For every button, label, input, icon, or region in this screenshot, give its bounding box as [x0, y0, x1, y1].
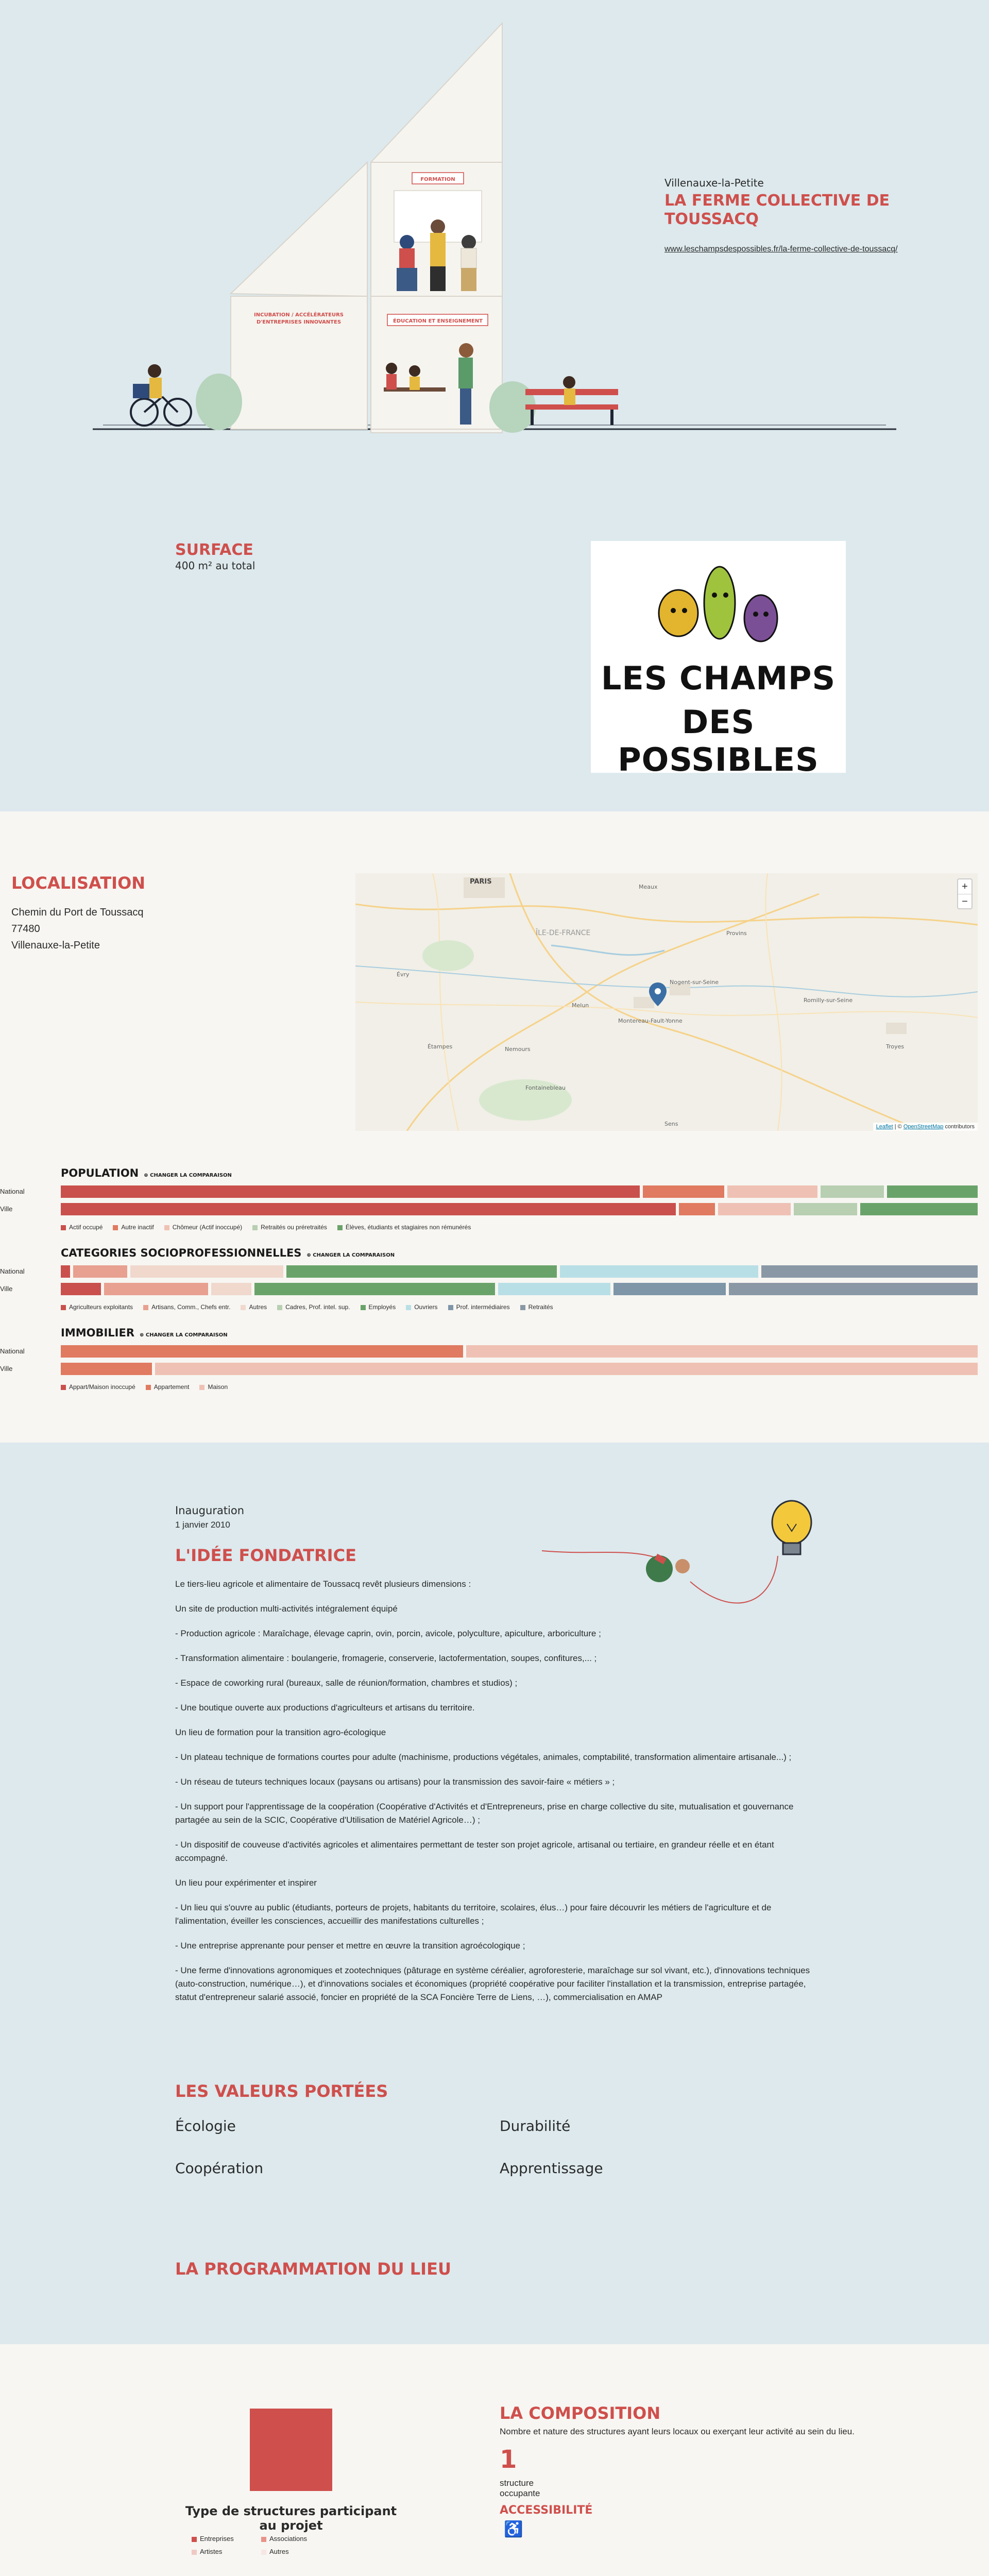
bar-segment — [761, 1265, 978, 1278]
idee-paragraph: - Un plateau technique de formations courtes pour adulte (machinisme, productions végétales, animales, comptabilité, transformation alimentaire artisanale...) ; — [175, 1752, 792, 1762]
csp-title: CATEGORIES SOCIOPROFESSIONNELLES ⊕ CHANGER LA COMPARAISON — [61, 1247, 395, 1259]
svg-text:Sens: Sens — [664, 1121, 678, 1127]
legend-associations: Associations — [261, 2535, 331, 2543]
attribution-sep: | © — [893, 1124, 903, 1130]
csp-stats — [0, 1247, 978, 1311]
map-attribution — [873, 1123, 978, 1131]
sign-education: ÉDUCATION ET ENSEIGNEMENT — [393, 318, 483, 324]
structures-title: Type de structures participant au projet — [185, 2504, 397, 2533]
valeurs-title: LES VALEURS PORTÉES — [175, 2081, 388, 2101]
bar-segment — [718, 1203, 790, 1215]
idee-paragraph: - Production agricole : Maraîchage, élevage caprin, ovin, porcin, avicole, polyculture, apiculture, arboriculture ; — [175, 1629, 601, 1638]
legend-swatch — [61, 1385, 66, 1390]
legend-item: Chômeur (Actif inoccupé) — [164, 1224, 242, 1231]
legend-item: Maison — [199, 1383, 228, 1391]
bar-segment — [155, 1363, 978, 1375]
logo-line-1: LES CHAMPS — [601, 659, 836, 697]
bar-segment — [61, 1345, 463, 1358]
composition-description: Nombre et nature des structures ayant leurs locaux ou exerçant leur activité au sein du lieu. — [500, 2427, 855, 2436]
population-compare-button[interactable]: ⊕ CHANGER LA COMPARAISON — [144, 1173, 232, 1178]
bar-segment — [61, 1265, 70, 1278]
legend-item: Autres — [241, 1303, 267, 1311]
svg-text:Melun: Melun — [572, 1002, 589, 1009]
legend-item: Employés — [361, 1303, 396, 1311]
bar-segment — [254, 1283, 495, 1295]
csp-national-bar — [61, 1265, 978, 1278]
valeur-apprentissage: Apprentissage — [500, 2160, 603, 2177]
legend-item: Artisans, Comm., Chefs entr. — [143, 1303, 230, 1311]
population-title: POPULATION ⊕ CHANGER LA COMPARAISON — [61, 1167, 232, 1179]
immobilier-legend — [61, 1383, 228, 1391]
sign-incubation: INCUBATION / ACCÉLÉRATEURS — [254, 312, 344, 318]
legend-item: Cadres, Prof. intel. sup. — [277, 1303, 350, 1311]
accessibility-title: ACCESSIBILITÉ — [500, 2504, 593, 2517]
logo-characters-icon — [591, 541, 846, 654]
svg-text:Nogent-sur-Seine: Nogent-sur-Seine — [670, 979, 719, 986]
bar-segment — [729, 1283, 978, 1295]
bar-segment — [73, 1265, 127, 1278]
immobilier-local-row: Ville — [0, 1363, 978, 1375]
population-local-row: Ville — [0, 1203, 978, 1215]
attribution-rest: contributors — [943, 1124, 975, 1130]
bar-segment — [130, 1265, 284, 1278]
legend-swatch — [337, 1225, 343, 1230]
svg-text:Fontainebleau: Fontainebleau — [525, 1084, 566, 1091]
legend-item: Autre inactif — [113, 1224, 154, 1231]
structure-chart-bar — [250, 2409, 332, 2491]
legend-item: Appartement — [146, 1383, 190, 1391]
immobilier-local-bar — [61, 1363, 978, 1375]
address-postcode: 77480 — [11, 923, 40, 935]
bar-segment — [560, 1265, 758, 1278]
population-local-bar — [61, 1203, 978, 1215]
bar-segment — [679, 1203, 715, 1215]
legend-item: Prof. intermédiaires — [448, 1303, 510, 1311]
legend-swatch — [241, 1305, 246, 1310]
map-label-paris: PARIS — [470, 878, 492, 886]
address-city: Villenauxe-la-Petite — [11, 940, 100, 951]
idee-paragraph: - Espace de coworking rural (bureaux, salle de réunion/formation, chambres et studios) ; — [175, 1678, 518, 1688]
csp-national-row: National — [0, 1265, 978, 1278]
legend-swatch — [361, 1305, 366, 1310]
idee-paragraph: - Une ferme d'innovations agronomiques et zootechniques (pâturage en système céréalier, agroforesterie, maraîchage sur sol vivant, etc.), d'innovations techniques (auto-construction, numérique…), et d'innovations sociales et économiques (propriété coopérative pour faciliter l'installation et la transmission, entreprise partagée, statut d'entrepreneur salarié associé, foncier en propriété de la SCA Foncière Terre de Liens, …), commercialisation en AMAP — [175, 1965, 810, 2002]
bar-segment — [104, 1283, 208, 1295]
svg-text:Montereau-Fault-Yonne: Montereau-Fault-Yonne — [618, 1018, 683, 1024]
building-illustration — [0, 0, 989, 464]
svg-text:Évry: Évry — [397, 971, 410, 978]
idee-paragraph: Un lieu pour expérimenter et inspirer — [175, 1878, 317, 1888]
idee-paragraph: Un lieu de formation pour la transition agro-écologique — [175, 1727, 386, 1737]
valeur-cooperation: Coopération — [175, 2160, 264, 2177]
csp-local-bar — [61, 1283, 978, 1295]
legend-swatch — [261, 2550, 266, 2555]
legend-swatch — [192, 2550, 197, 2555]
structures-legend — [192, 2535, 331, 2555]
osm-link[interactable]: OpenStreetMap — [903, 1124, 944, 1130]
legend-swatch — [199, 1385, 204, 1390]
bar-segment — [887, 1185, 978, 1198]
bar-segment — [466, 1345, 978, 1358]
bar-segment — [61, 1203, 676, 1215]
population-national-row: National — [0, 1185, 978, 1198]
programmation-title: LA PROGRAMMATION DU LIEU — [175, 2259, 451, 2279]
immobilier-national-row: National — [0, 1345, 978, 1358]
surface-title: SURFACE — [175, 541, 253, 559]
address-street: Chemin du Port de Toussacq — [11, 907, 144, 918]
composition-count-label: structure occupante — [500, 2478, 540, 2498]
legend-swatch — [61, 1305, 66, 1310]
legend-swatch — [520, 1305, 525, 1310]
logo-les-champs-des-possibles — [591, 541, 846, 778]
immobilier-stats — [0, 1327, 978, 1391]
website-link[interactable]: www.leschampsdespossibles.fr/la-ferme-collective-de-toussacq/ — [664, 245, 898, 253]
bar-segment — [860, 1203, 978, 1215]
legend-swatch — [277, 1305, 282, 1310]
idee-body — [175, 1578, 814, 2015]
composition-section — [0, 2344, 989, 2576]
svg-text:Nemours: Nemours — [505, 1046, 531, 1053]
surface-value: 400 m² au total — [175, 560, 255, 572]
legend-artistes: Artistes — [192, 2548, 261, 2555]
svg-text:Troyes: Troyes — [886, 1043, 905, 1050]
idee-paragraph: - Une entreprise apprenante pour penser et mettre en œuvre la transition agroécologique ; — [175, 1941, 525, 1951]
legend-swatch — [448, 1305, 453, 1310]
immobilier-compare-button[interactable]: ⊕ CHANGER LA COMPARAISON — [140, 1332, 228, 1338]
svg-text:ÎLE-DE-FRANCE: ÎLE-DE-FRANCE — [536, 929, 591, 937]
localisation-section — [0, 811, 989, 1443]
bar-segment — [61, 1283, 101, 1295]
legend-swatch — [113, 1225, 118, 1230]
legend-item: Retraités ou préretraités — [252, 1224, 327, 1231]
svg-text:Étampes: Étampes — [428, 1043, 453, 1050]
legend-autres: Autres — [261, 2548, 331, 2555]
population-national-bar — [61, 1185, 978, 1198]
zoom-in-button[interactable]: + — [962, 881, 968, 892]
svg-text:Romilly-sur-Seine: Romilly-sur-Seine — [804, 997, 853, 1004]
idee-paragraph: Un site de production multi-activités intégralement équipé — [175, 1604, 398, 1614]
bar-segment — [613, 1283, 726, 1295]
immobilier-national-bar — [61, 1345, 978, 1358]
sign-formation: FORMATION — [420, 177, 455, 182]
csp-local-row: Ville — [0, 1283, 978, 1295]
legend-item: Appart/Maison inoccupé — [61, 1383, 135, 1391]
bar-segment — [821, 1185, 884, 1198]
zoom-out-button[interactable]: − — [958, 894, 971, 908]
bar-segment — [498, 1283, 610, 1295]
bar-segment — [727, 1185, 818, 1198]
population-legend — [61, 1224, 471, 1231]
hero-title: LA FERME COLLECTIVE DE TOUSSACQ — [664, 192, 890, 228]
composition-title: LA COMPOSITION — [500, 2403, 661, 2423]
idee-section — [0, 1443, 989, 2344]
legend-swatch — [252, 1225, 258, 1230]
legend-swatch — [143, 1305, 148, 1310]
legend-swatch — [164, 1225, 169, 1230]
legend-item: Élèves, étudiants et stagiaires non rémunérés — [337, 1224, 471, 1231]
idee-paragraph: - Une boutique ouverte aux productions d'agriculteurs et artisans du territoire. — [175, 1703, 475, 1713]
inauguration-label: Inauguration — [175, 1504, 245, 1517]
legend-item: Actif occupé — [61, 1224, 103, 1231]
idee-paragraph: - Un réseau de tuteurs techniques locaux (paysans ou artisans) pour la transmission des savoir-faire « métiers » ; — [175, 1777, 615, 1787]
legend-item: Agriculteurs exploitants — [61, 1303, 133, 1311]
logo-line-2: DES POSSIBLES — [618, 703, 819, 778]
hero-place: Villenauxe-la-Petite — [664, 177, 764, 189]
idee-paragraph: - Un support pour l'apprentissage de la coopération (Coopérative d'Activités et d'Entrepreneurs, prise en charge collective du site, mutualisation et gouvernance partagée au sein de la SCIC, Coopérative d'Utilisation de Matériel Agricole…) ; — [175, 1802, 794, 1825]
address — [11, 904, 143, 954]
idee-paragraph: - Transformation alimentaire : boulangerie, fromagerie, conserverie, lactofermentation, soupes, confitures,... ; — [175, 1653, 597, 1663]
legend-item: Retraités — [520, 1303, 553, 1311]
legend-swatch — [61, 1225, 66, 1230]
svg-text:Meaux: Meaux — [639, 884, 658, 890]
legend-swatch — [406, 1305, 411, 1310]
idee-paragraph: - Un lieu qui s'ouvre au public (étudiants, porteurs de projets, habitants du territoire, scolaires, élus…) pour faire découvrir les métiers de l'agriculture et de l'alimentation, éveiller les consciences, accueillir des manifestations culturelles ; — [175, 1903, 772, 1926]
csp-compare-button[interactable]: ⊕ CHANGER LA COMPARAISON — [306, 1252, 395, 1258]
immobilier-title: IMMOBILIER ⊕ CHANGER LA COMPARAISON — [61, 1327, 228, 1339]
bar-segment — [643, 1185, 724, 1198]
legend-entreprises: Entreprises — [192, 2535, 261, 2543]
valeur-durabilite: Durabilité — [500, 2117, 571, 2134]
bar-segment — [61, 1363, 152, 1375]
legend-swatch — [192, 2537, 197, 2542]
bar-segment — [61, 1185, 640, 1198]
map-zoom-control — [957, 878, 973, 909]
idee-paragraph: Le tiers-lieu agricole et alimentaire de Toussacq revêt plusieurs dimensions : — [175, 1579, 471, 1589]
idee-paragraph: - Un dispositif de couveuse d'activités agricoles et alimentaires permettant de tester son projet agricole, artisanal ou tertiaire, en grandeur réelle et en étant accompagné. — [175, 1840, 774, 1863]
localisation-title: LOCALISATION — [11, 873, 146, 893]
composition-count: 1 — [500, 2445, 517, 2474]
svg-text:D'ENTREPRISES INNOVANTES: D'ENTREPRISES INNOVANTES — [256, 319, 342, 325]
bar-segment — [286, 1265, 557, 1278]
csp-legend — [61, 1303, 553, 1311]
bar-segment — [794, 1203, 857, 1215]
legend-swatch — [146, 1385, 151, 1390]
map[interactable] — [355, 873, 978, 1131]
population-stats — [0, 1167, 978, 1231]
bar-segment — [211, 1283, 251, 1295]
hero-section — [0, 0, 989, 811]
inauguration-date: 1 janvier 2010 — [175, 1520, 230, 1530]
valeur-ecologie: Écologie — [175, 2117, 236, 2134]
legend-item: Ouvriers — [406, 1303, 437, 1311]
legend-swatch — [261, 2537, 266, 2542]
wheelchair-icon: ♿ — [504, 2521, 523, 2538]
leaflet-link[interactable]: Leaflet — [876, 1124, 893, 1130]
idee-title: L'IDÉE FONDATRICE — [175, 1546, 356, 1565]
svg-text:Provins: Provins — [726, 930, 747, 937]
map-tiles[interactable] — [355, 873, 978, 1131]
